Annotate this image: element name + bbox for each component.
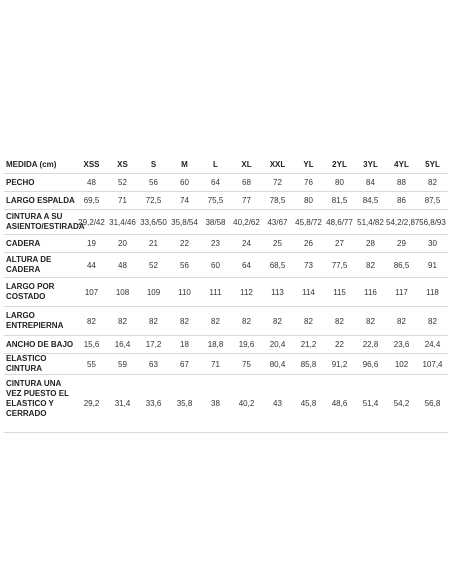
- table-cell: 19: [76, 235, 107, 253]
- size-header: 5YL: [417, 155, 448, 174]
- size-header: S: [138, 155, 169, 174]
- table-cell: 56: [169, 253, 200, 278]
- table-cell: 107: [76, 278, 107, 307]
- table-cell: 78,5: [262, 192, 293, 210]
- table-cell: 75,5: [200, 192, 231, 210]
- table-cell: 82: [355, 307, 386, 336]
- table-row: [4, 336, 448, 354]
- table-cell: 59: [107, 354, 138, 375]
- table-cell: 84,5: [355, 192, 386, 210]
- table-cell: 29: [386, 235, 417, 253]
- table-cell: 86,5: [386, 253, 417, 278]
- table-cell: 76: [293, 174, 324, 192]
- table-row: [4, 253, 448, 278]
- size-header: 4YL: [386, 155, 417, 174]
- size-header: L: [200, 155, 231, 174]
- table-cell: 88: [386, 174, 417, 192]
- table-cell: 85,8: [293, 354, 324, 375]
- table-cell: 51,4: [355, 375, 386, 433]
- table-cell: 22,8: [355, 336, 386, 354]
- table-cell: 80: [293, 192, 324, 210]
- table-cell: 38: [200, 375, 231, 433]
- table-cell: 28: [355, 235, 386, 253]
- table-cell: 68: [231, 174, 262, 192]
- table-cell: 63: [138, 354, 169, 375]
- table-cell: 55: [76, 354, 107, 375]
- table-cell: 116: [355, 278, 386, 307]
- table-cell: 82: [262, 307, 293, 336]
- header-label: MEDIDA (cm): [4, 155, 76, 174]
- table-cell: 51,4/82: [355, 210, 386, 235]
- table-header-row: [4, 155, 448, 174]
- table-cell: 68,5: [262, 253, 293, 278]
- table-cell: 48: [76, 174, 107, 192]
- size-header: 3YL: [355, 155, 386, 174]
- table-cell: 52: [107, 174, 138, 192]
- table-cell: 71: [200, 354, 231, 375]
- table-cell: 54,2: [386, 375, 417, 433]
- table-cell: 117: [386, 278, 417, 307]
- table-row: [4, 307, 448, 336]
- table-cell: 112: [231, 278, 262, 307]
- table-cell: 20,4: [262, 336, 293, 354]
- size-header: XSS: [76, 155, 107, 174]
- table-cell: 18,8: [200, 336, 231, 354]
- size-header: XL: [231, 155, 262, 174]
- row-label: ELASTICO CINTURA: [4, 354, 76, 375]
- table-cell: 118: [417, 278, 448, 307]
- table-cell: 107,4: [417, 354, 448, 375]
- size-header: M: [169, 155, 200, 174]
- table-cell: 48,6/77: [324, 210, 355, 235]
- row-label: ALTURA DE CADERA: [4, 253, 76, 278]
- table-row: [4, 278, 448, 307]
- table-cell: 56,8: [417, 375, 448, 433]
- table-body: [4, 174, 448, 433]
- table-cell: 17,2: [138, 336, 169, 354]
- table-cell: 29,2/42: [76, 210, 107, 235]
- table-cell: 80: [324, 174, 355, 192]
- table-cell: 77,5: [324, 253, 355, 278]
- table-cell: 102: [386, 354, 417, 375]
- table-cell: 22: [324, 336, 355, 354]
- table-cell: 91: [417, 253, 448, 278]
- table-cell: 91,2: [324, 354, 355, 375]
- table-cell: 75: [231, 354, 262, 375]
- table-cell: 82: [231, 307, 262, 336]
- table-cell: 27: [324, 235, 355, 253]
- table-cell: 24,4: [417, 336, 448, 354]
- row-label: LARGO ENTREPIERNA: [4, 307, 76, 336]
- table-cell: 26: [293, 235, 324, 253]
- table-cell: 82: [76, 307, 107, 336]
- table-cell: 82: [417, 174, 448, 192]
- row-label: LARGO ESPALDA: [4, 192, 76, 210]
- table-cell: 111: [200, 278, 231, 307]
- table-cell: 82: [138, 307, 169, 336]
- row-label: ANCHO DE BAJO: [4, 336, 76, 354]
- table-cell: 35,8/54: [169, 210, 200, 235]
- table-cell: 60: [169, 174, 200, 192]
- table-cell: 31,4: [107, 375, 138, 433]
- table-cell: 86: [386, 192, 417, 210]
- size-header: XS: [107, 155, 138, 174]
- table-cell: 56: [138, 174, 169, 192]
- table-cell: 15,6: [76, 336, 107, 354]
- table-cell: 69,5: [76, 192, 107, 210]
- table-cell: 18: [169, 336, 200, 354]
- table-cell: 21,2: [293, 336, 324, 354]
- table-cell: 40,2: [231, 375, 262, 433]
- table-cell: 82: [324, 307, 355, 336]
- table-cell: 84: [355, 174, 386, 192]
- table-cell: 71: [107, 192, 138, 210]
- table-cell: 74: [169, 192, 200, 210]
- size-header: 2YL: [324, 155, 355, 174]
- table-cell: 113: [262, 278, 293, 307]
- table-cell: 31,4/46: [107, 210, 138, 235]
- table-cell: 24: [231, 235, 262, 253]
- table-row: [4, 174, 448, 192]
- table-cell: 115: [324, 278, 355, 307]
- table-cell: 48,6: [324, 375, 355, 433]
- table-cell: 48: [107, 253, 138, 278]
- table-cell: 64: [200, 174, 231, 192]
- table-cell: 108: [107, 278, 138, 307]
- table-cell: 82: [417, 307, 448, 336]
- table-cell: 45,8: [293, 375, 324, 433]
- table-row: [4, 235, 448, 253]
- table-cell: 44: [76, 253, 107, 278]
- table-cell: 64: [231, 253, 262, 278]
- table-cell: 109: [138, 278, 169, 307]
- table-row: [4, 210, 448, 235]
- size-header: XXL: [262, 155, 293, 174]
- table-cell: 33,6/50: [138, 210, 169, 235]
- table-cell: 30: [417, 235, 448, 253]
- row-label: CINTURA UNA VEZ PUESTO EL ELASTICO Y CERRADO: [4, 375, 76, 433]
- size-header: YL: [293, 155, 324, 174]
- row-label: CADERA: [4, 235, 76, 253]
- table-cell: 81,5: [324, 192, 355, 210]
- table-cell: 110: [169, 278, 200, 307]
- table-cell: 82: [386, 307, 417, 336]
- table-cell: 43: [262, 375, 293, 433]
- table-row: [4, 375, 448, 433]
- table-row: [4, 192, 448, 210]
- table-cell: 35,8: [169, 375, 200, 433]
- table-cell: 19,6: [231, 336, 262, 354]
- table-cell: 80,4: [262, 354, 293, 375]
- row-label: LARGO POR COSTADO: [4, 278, 76, 307]
- table-cell: 82: [169, 307, 200, 336]
- table-cell: 96,6: [355, 354, 386, 375]
- table-cell: 23: [200, 235, 231, 253]
- table-cell: 72,5: [138, 192, 169, 210]
- table-cell: 82: [293, 307, 324, 336]
- table-cell: 73: [293, 253, 324, 278]
- table-cell: 56,8/93: [417, 210, 448, 235]
- table-cell: 54,2/2,87: [386, 210, 417, 235]
- table-cell: 20: [107, 235, 138, 253]
- table-cell: 45,8/72: [293, 210, 324, 235]
- table-row: [4, 354, 448, 375]
- table-cell: 82: [107, 307, 138, 336]
- table-cell: 82: [200, 307, 231, 336]
- table-cell: 16,4: [107, 336, 138, 354]
- table-cell: 40,2/62: [231, 210, 262, 235]
- table-cell: 22: [169, 235, 200, 253]
- row-label: CINTURA A SU ASIENTO/ESTIRADA: [4, 210, 76, 235]
- table-cell: 87,5: [417, 192, 448, 210]
- table-cell: 52: [138, 253, 169, 278]
- table-cell: 67: [169, 354, 200, 375]
- table-cell: 72: [262, 174, 293, 192]
- table-cell: 77: [231, 192, 262, 210]
- table-cell: 82: [355, 253, 386, 278]
- table-cell: 23,6: [386, 336, 417, 354]
- size-chart-table: [4, 155, 448, 433]
- table-cell: 21: [138, 235, 169, 253]
- table-cell: 60: [200, 253, 231, 278]
- table-cell: 29,2: [76, 375, 107, 433]
- table-cell: 25: [262, 235, 293, 253]
- table-cell: 38/58: [200, 210, 231, 235]
- row-label: PECHO: [4, 174, 76, 192]
- table-cell: 33,6: [138, 375, 169, 433]
- table-cell: 43/67: [262, 210, 293, 235]
- table-cell: 114: [293, 278, 324, 307]
